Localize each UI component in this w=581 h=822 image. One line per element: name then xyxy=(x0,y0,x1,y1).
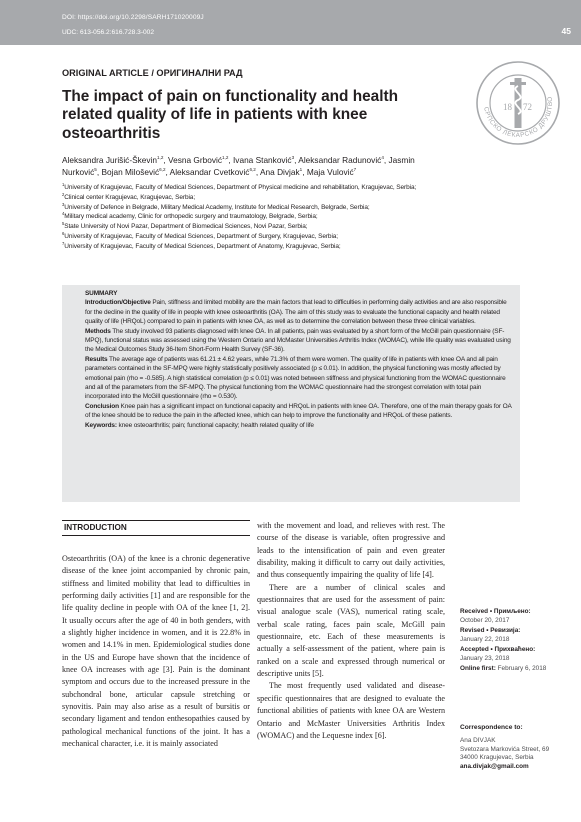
revised-label: Revised • Ревизија: xyxy=(460,626,521,634)
summary-label: Introduction/Objective xyxy=(85,299,151,307)
author-name: Aleksandra Jurišić-Škevin xyxy=(62,155,157,165)
header-band xyxy=(0,0,581,45)
summary-keywords xyxy=(85,421,512,430)
author-affiliation-mark: 1,2 xyxy=(221,155,229,161)
summary-label: Results xyxy=(85,355,108,363)
online-first xyxy=(460,664,575,673)
paragraph: The most frequently used validated and disease-specific questionnaires that are designed to evaluate the functional abilities of patients with knee OA are Western Ontario and McMaster Universities Arthritis Index (WOMAC) and the Lequesne index [6]. xyxy=(257,681,445,740)
summary-results xyxy=(85,355,512,402)
summary-text: knee osteoarthritis; pain; functional capacity; health related quality of life xyxy=(116,421,314,429)
correspondence-email[interactable]: ana.divjak@gmail.com xyxy=(460,763,529,771)
author-list: Aleksandra Jurišić-Škevin$^{1,2}$, Vesna Grbović$^{1,2}$, Ivana Stanković$^3$, Aleksandar Radunović$^4$, Jasmin Nurković$^5$, Bojan Milošević$^{6,2}$, Aleksandar Cvetković$^{6,2}$, Ana Divjak$^1$, Maja Vulović$^7$ xyxy=(62,155,415,178)
correspondence-street: Svetozara Markovića Street, 69 xyxy=(460,745,550,753)
paragraph: with the movement and load, and relieves with rest. The course of the disease is variable, often progressive and leads to the intensification of pain and even greater disability, making it difficult to carry out daily activities, and thus consequently impairing the quality of life [4]. xyxy=(257,521,445,580)
author-affiliation-mark: 1,2 xyxy=(157,155,164,161)
seal-ring-text: СРПСКО ЛЕКАРСКО ДРУШТВО xyxy=(482,95,555,140)
affiliation-number: 5 xyxy=(62,221,65,227)
author-affiliation-mark: 1 xyxy=(299,167,303,173)
affiliation-number: 3 xyxy=(62,201,65,207)
affiliation-number: 4 xyxy=(62,211,65,217)
author-name: Ivana Stanković xyxy=(233,155,292,165)
affiliation-text: State University of Novi Pazar, Department of Biomedical Sciences, Novi Pazar, Serbia; xyxy=(64,223,308,231)
affiliation-item xyxy=(62,183,512,193)
paragraph: Osteoarthritis (OA) of the knee is a chronic degenerative disease of the knee joint accompanied by chronic pain, stiffness and limited mobility that lead to difficulties in performing daily activities [1] and are responsible for the life quality decline in people with OA of the knee [1, 2]. It usually occurs after the age of 40 in both genders, with a slightly higher incidence in women, and it is 22.8% in women and 14.1% in men. Epidemiological studies done in the US and Europe have shown that the incidence of knee OA increases with age [3]. Pain is the dominant symptom and occurs due to the increased pressure in the subchondral bone, articular capsule stretching or synovitis. Pain may also arise as a result of bursitis or secondary ligament and tendon enthesopathies caused by pathological mechanical functions of the joint. It has a mechanical character, i.e. it is mainly associated xyxy=(62,554,250,749)
affiliation-text: University of Kragujevac, Faculty of Medical Sciences, Department of Anatomy, Kragujevac, Serbia; xyxy=(64,242,341,250)
affiliation-text: University of Kragujevac, Faculty of Medical Sciences, Department of Physical medicine and rehabilitation, Kragujevac, Serbia; xyxy=(64,184,417,191)
author-affiliation-mark: 4 xyxy=(381,155,384,161)
affiliation-number: 6 xyxy=(62,230,65,236)
affiliation-number: 2 xyxy=(62,191,65,197)
body-column-left xyxy=(62,520,250,751)
accepted-label: Accepted • Прихваћено: xyxy=(460,645,536,653)
author-name: Jasmin Nurković xyxy=(62,155,415,178)
article-dates xyxy=(460,607,575,673)
correspondence-name: Ana DIVJAK xyxy=(460,737,496,744)
summary-heading: SUMMARY xyxy=(85,290,118,297)
affiliation-number: 1 xyxy=(62,181,65,187)
author-name: Maja Vulović xyxy=(306,167,354,178)
summary-text: The average age of patients was 61.21 ± 4.62 years, while 71.3% of them were women. The quality of life in patients with knee OA and all pain parameters contained in the SF-MPQ were highly statistically positively associated (p ≤ 0.01). In addition, the physical functioning was mostly affected by emotional pain (rho = -0.585). A high statistical correlation (p ≤ 0.01) was noted between stiffness and physical functioning from the WOMAC questionnaire and all of the parameters from the SF-MPQ. The physical functioning from the WOMAC questionnaire had the strongest correlation with total pain incorporated into the McGill questionnaire (rho = 0.530). xyxy=(85,355,506,401)
affiliation-text: Military medical academy, Clinic for orthopedic surgery and traumatology, Belgrade, Serbia; xyxy=(64,213,318,221)
author-name: Aleksandar Cvetković xyxy=(169,167,250,178)
affiliation-item xyxy=(62,203,512,213)
summary-methods xyxy=(85,327,512,355)
affiliation-text: Clinical center Kragujevac, Kragujevac, Serbia; xyxy=(64,193,196,201)
online-label: Online first: xyxy=(460,664,496,672)
author-affiliation-mark: 7 xyxy=(353,167,357,173)
affiliation-text: University of Defence in Belgrade, Military Medical Academy, Institute for Medical Research, Belgrade, Serbia; xyxy=(64,203,370,211)
summary-label: Conclusion xyxy=(85,402,119,410)
author-affiliation-mark: 5 xyxy=(94,167,97,173)
article-type: ORIGINAL ARTICLE / ОРИГИНАЛНИ РАД xyxy=(62,68,243,78)
author-name: Bojan Milošević xyxy=(101,167,160,178)
author-affiliation-mark: 3 xyxy=(291,155,295,161)
body-text xyxy=(257,520,445,742)
body-column-middle xyxy=(257,520,445,742)
summary-text: Knee pain has a significant impact on functional capacity and HRQoL in patients with knee OA. Therefore, one of the main therapy goals for OA of the knee should be to reduce the pain in the affected knee, which can help to improve the functionality and HRQoL of these patients. xyxy=(85,402,512,420)
introduction-heading: INTRODUCTION xyxy=(62,520,250,536)
seal-year-right: 72 xyxy=(523,102,532,112)
seal-year-left: 18 xyxy=(503,102,512,112)
summary-box xyxy=(62,285,520,502)
author-name: Ana Divjak xyxy=(260,167,300,178)
summary-text: The study involved 93 patients diagnosed with knee OA. In all patients, pain was evaluated by a short form of the McGill pain questionnaire (SF-MPQ), functional status was assessed using the Western Ontario and McMaster Universities Arthritis Index (WOMAC), while life quality was evaluated using the Medical Outcomes Study 36-Item Short-Form Health Survey (SF-36). xyxy=(85,327,511,354)
paragraph: There are a number of clinical scales and questionnaires that are used for the assessment of pain: visual analogue scale (VAS), numerical rating scale, verbal scale rating, faces pain scale, McGill pain questionnaire, etc. Each of these measurements is actually a self-assessment of the patient, where pain is ranked on a scale and expressed through numerical or descriptive units [5]. xyxy=(257,582,445,679)
received-label: Received • Примљено: xyxy=(460,608,531,615)
page-number: 45 xyxy=(561,26,571,36)
summary-content xyxy=(85,289,512,430)
doi-text[interactable]: DOI: https://doi.org/10.2298/SARH171020009J xyxy=(62,14,204,21)
society-seal-icon xyxy=(475,60,561,146)
affiliation-item xyxy=(62,232,512,242)
affiliation-number: 7 xyxy=(62,240,65,246)
author-affiliation-mark: 6,2 xyxy=(249,167,256,173)
article-title: The impact of pain on functionality and health related quality of life in patients with knee osteoarthritis xyxy=(62,88,399,142)
affiliation-item xyxy=(62,222,512,232)
correspondence-block xyxy=(460,737,580,772)
affiliation-item xyxy=(62,193,512,203)
correspondence-city: 34000 Kragujevac, Serbia xyxy=(460,754,534,762)
affiliation-item xyxy=(62,242,512,252)
summary-text: Pain, stiffness and limited mobility are the main factors that lead to difficulties in performing daily activities and are also responsible for the decline in the quality of life in people with knee osteoarthritis (OA). The aim of this study was to evaluate the functional capacity and health related quality of life (HRQoL) compared to pain in patients with knee OA, as well as to determine the correlation between these three clinical variables. xyxy=(85,299,507,326)
summary-label: Keywords: xyxy=(85,421,117,429)
received-date: October 20, 2017 xyxy=(460,617,510,625)
udc-text: UDC: 613-056.2:616.728.3-002 xyxy=(62,29,155,36)
affiliation-list xyxy=(62,183,512,252)
revised-date: January 22, 2018 xyxy=(460,636,510,644)
affiliation-text: University of Kragujevac, Faculty of Medical Sciences, Department of Surgery, Kragujevac, Serbia; xyxy=(64,232,339,240)
affiliation-item xyxy=(62,212,512,222)
author-name: Vesna Grbović xyxy=(168,155,222,165)
author-name: Aleksandar Radunović xyxy=(298,155,382,165)
body-text xyxy=(62,553,250,751)
author-affiliation-mark: 6,2 xyxy=(159,167,166,173)
online-date: February 6, 2018 xyxy=(497,664,547,672)
correspondence-heading: Correspondence to: xyxy=(460,724,523,731)
summary-label: Methods xyxy=(85,327,111,335)
summary-conclusion xyxy=(85,402,512,421)
summary-introduction xyxy=(85,298,512,326)
accepted-date: January 23, 2018 xyxy=(460,655,510,663)
